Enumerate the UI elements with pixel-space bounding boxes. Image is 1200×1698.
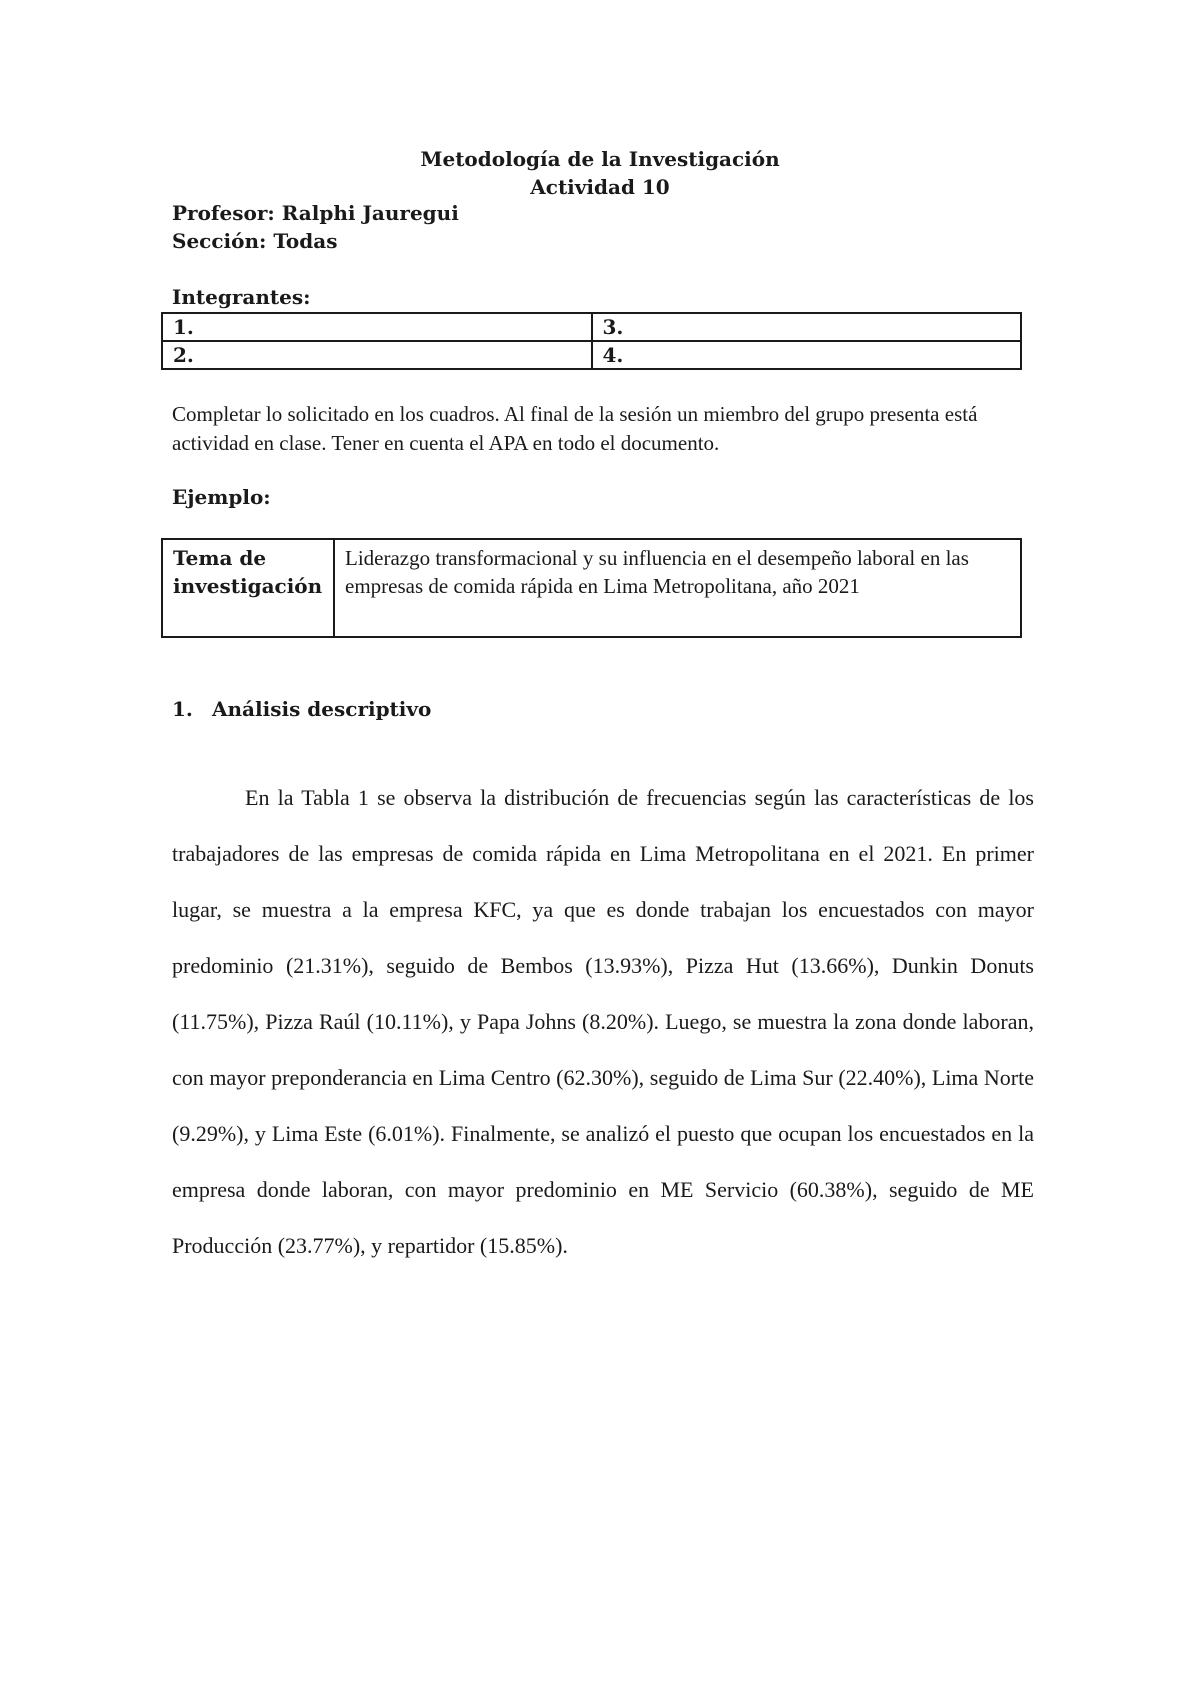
topic-value: Liderazgo transformacional y su influencia en el desempeño laboral en las empresas de comida rápida en Lima Metropolitana, año 2021 bbox=[334, 539, 1021, 637]
professor-line: Profesor: Ralphi Jauregui bbox=[172, 201, 459, 225]
section-number: 1. bbox=[172, 697, 193, 721]
members-label: Integrantes: bbox=[172, 285, 311, 309]
member-cell-4: 4. bbox=[592, 341, 1022, 369]
member-cell-1: 1. bbox=[162, 313, 592, 341]
descriptive-analysis-paragraph: En la Tabla 1 se observa la distribución de frecuencias según las características de los trabajadores de las empresas de comida rápida en Lima Metropolitana en el 2021. En primer lugar, se muestra a la empresa KFC, ya que es donde trabajan los encuestados con mayor predominio (21.31%), seguido de Bembos (13.93%), Pizza Hut (13.66%), Dunkin Donuts (11.75%), Pizza Raúl (10.11%), y Papa Johns (8.20%). Luego, se muestra la zona donde laboran, con mayor preponderancia en Lima Centro (62.30%), seguido de Lima Sur (22.40%), Lima Norte (9.29%), y Lima Este (6.01%). Finalmente, se analizó el puesto que ocupan los encuestados en la empresa donde laboran, con mayor predominio en ME Servicio (60.38%), seguido de ME Producción (23.77%), y repartidor (15.85%). bbox=[172, 785, 1034, 1258]
member-cell-2: 2. bbox=[162, 341, 592, 369]
activity-title: Actividad 10 bbox=[530, 175, 670, 199]
document-title-block bbox=[0, 145, 1200, 201]
member-cell-3: 3. bbox=[592, 313, 1022, 341]
section-line: Sección: Todas bbox=[172, 229, 338, 253]
section-title: Análisis descriptivo bbox=[212, 697, 432, 721]
course-title: Metodología de la Investigación bbox=[420, 147, 780, 171]
topic-label: Tema de investigación bbox=[162, 539, 334, 637]
section-heading bbox=[172, 697, 431, 721]
research-topic-table bbox=[161, 538, 1022, 638]
table-row bbox=[162, 313, 1021, 341]
table-row bbox=[162, 539, 1021, 637]
table-row bbox=[162, 341, 1021, 369]
example-label: Ejemplo: bbox=[172, 485, 271, 509]
members-table bbox=[161, 312, 1022, 370]
instructions-text: Completar lo solicitado en los cuadros. Al final de la sesión un miembro del grupo presenta está actividad en clase. Tener en cuenta el APA en todo el documento. bbox=[172, 402, 978, 455]
